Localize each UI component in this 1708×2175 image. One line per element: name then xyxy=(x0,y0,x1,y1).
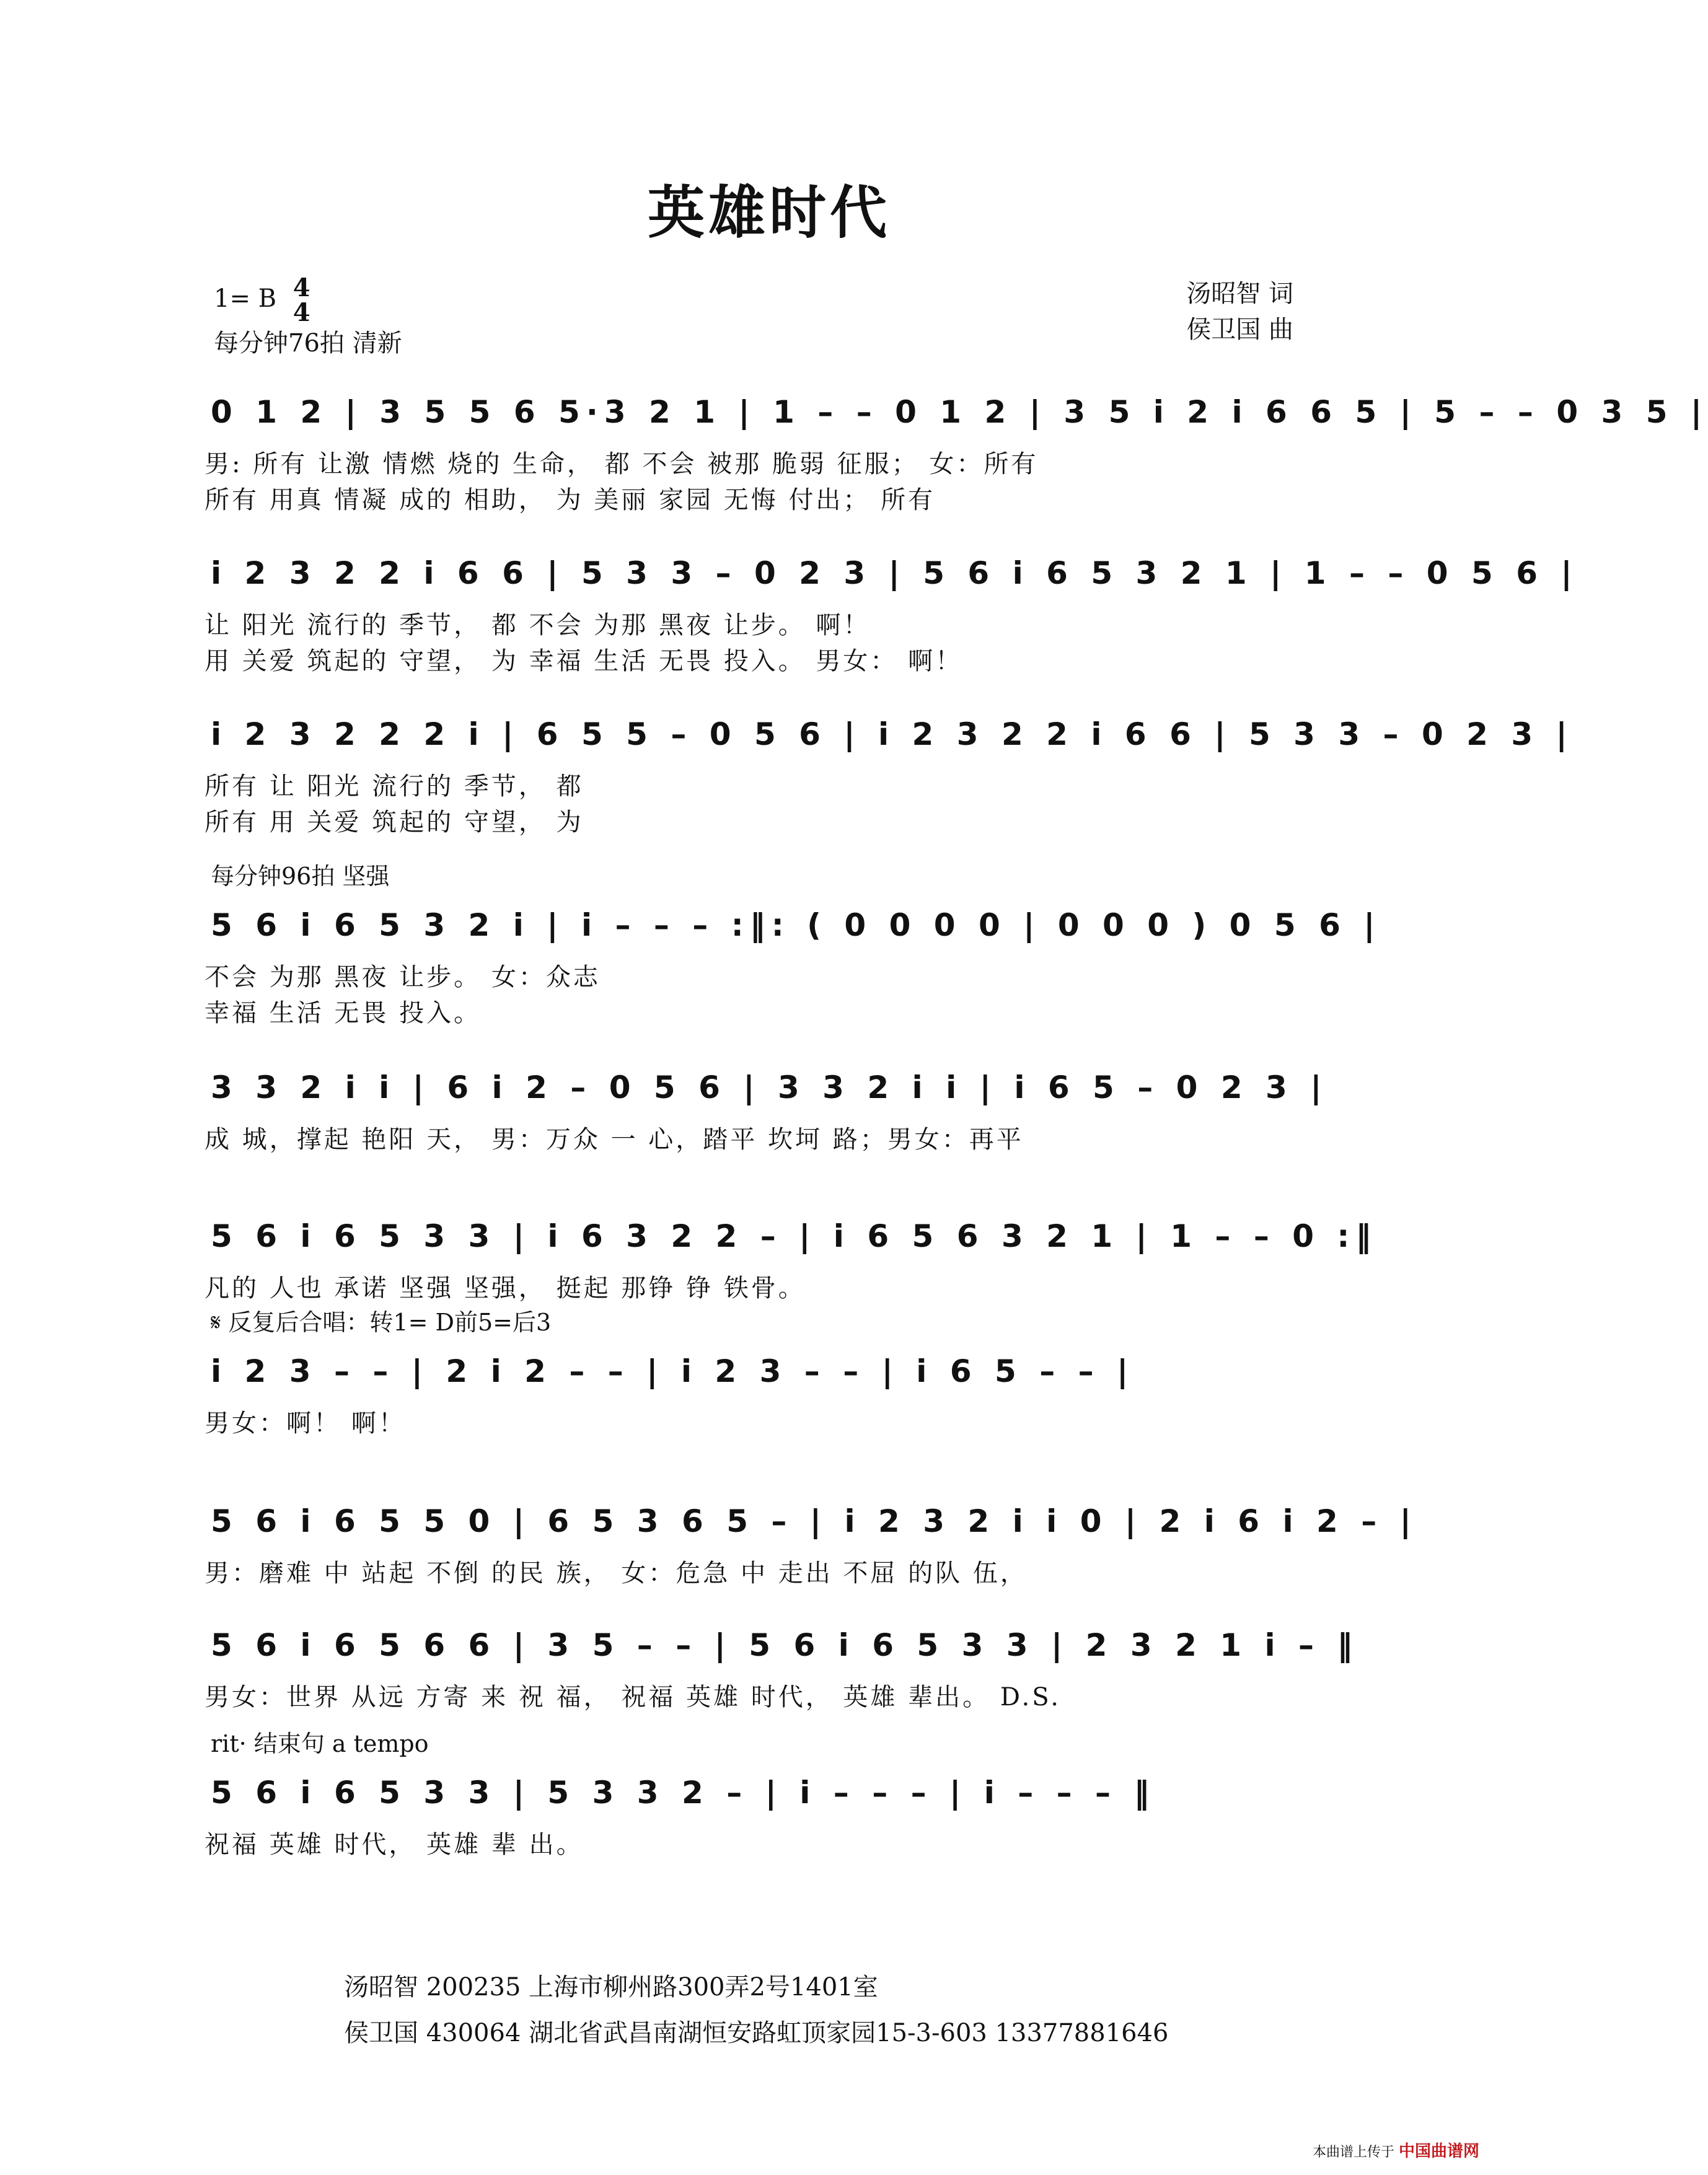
time-signature-bottom: 4 xyxy=(293,298,310,327)
score-system-3 xyxy=(205,700,1574,840)
score-system-6 xyxy=(205,1202,1378,1306)
score-meta-left xyxy=(214,273,402,361)
notation-line xyxy=(205,1337,1317,1405)
notation-line xyxy=(205,700,1574,768)
song-title: 英雄时代 xyxy=(647,180,891,246)
score-system-1 xyxy=(205,378,1708,518)
tempo-marking: 每分钟76拍 清新 xyxy=(214,329,402,358)
notation-line xyxy=(205,1759,1317,1827)
lyric-verse-2: 用 关爱 筑起的 守望， 为 幸福 生活 无畏 投入。 男女： 啊！ xyxy=(205,647,963,675)
time-signature-top: 4 xyxy=(293,273,310,302)
lyric-verse-1: 让 阳光 流行的 季节， 都 不会 为那 黑夜 让步。 啊！ xyxy=(205,611,871,639)
notation-text: 0 1 2 | 3 5 5 6 5·3 2 1 | 1 – – 0 1 2 | 3 5 i 2 i 6 6 5 | 5 – – 0 3 5 | xyxy=(211,394,1708,430)
score-meta-right xyxy=(1186,276,1293,348)
notation-text: 5 6 i 6 5 5 0 | 6 5 3 6 5 – | i 2 3 2 i i 0 | 2 i 6 i 2 – | xyxy=(211,1503,1417,1539)
notation-text: 5 6 i 6 5 3 2 i | i – – – :‖: ( 0 0 0 0 | 0 0 0 ) 0 5 6 | xyxy=(211,907,1381,943)
lyricist-credit: 汤昭智 词 xyxy=(1186,279,1293,308)
contact-footer xyxy=(344,1964,1169,2056)
lyric-verse-2: 所有 用真 情凝 成的 相助， 为 美丽 家园 无悔 付出； 所有 xyxy=(205,486,936,514)
lyricist-contact: 汤昭智 200235 上海市柳州路300弄2号1401室 xyxy=(344,1973,878,2001)
lyric-verse-1: 男: 所有 让激 情燃 烧的 生命， 都 不会 被那 脆弱 征服； 女：所有 xyxy=(205,450,1039,478)
notation-line xyxy=(205,1053,1328,1122)
lyric-verse-1: 所有 让 阳光 流行的 季节， 都 xyxy=(205,772,584,801)
notation-line xyxy=(205,1202,1378,1270)
upload-credit xyxy=(1313,2138,1479,2161)
tempo-change-marking: 每分钟96拍 坚强 xyxy=(211,863,390,890)
lyric-line: 凡的 人也 承诺 坚强 坚强， 挺起 那铮 铮 铁骨。 xyxy=(205,1274,806,1303)
repeat-instruction: 𝄋 反复后合唱：转1= D前5=后3 xyxy=(211,1309,552,1336)
composer-contact: 侯卫国 430064 湖北省武昌南湖恒安路虹顶家园15-3-603 13377881646 xyxy=(344,2019,1169,2047)
lyric-line: 男女：啊！ 啊！ xyxy=(205,1409,406,1438)
time-signature xyxy=(293,273,310,327)
notation-text: 5 6 i 6 5 6 6 | 3 5 – – | 5 6 i 6 5 3 3 | 2 3 2 1 i – ‖ xyxy=(211,1627,1359,1663)
credit-text: 本曲谱上传于 xyxy=(1312,2145,1394,2160)
score-system-9 xyxy=(205,1611,1359,1715)
score-system-10 xyxy=(205,1729,1317,1863)
score-system-4 xyxy=(205,861,1381,1031)
lyric-line: 祝福 英雄 时代， 英雄 辈 出。 xyxy=(205,1830,584,1859)
notation-line xyxy=(205,891,1381,959)
score-system-2 xyxy=(205,539,1578,679)
site-logo[interactable]: 中国曲谱网 xyxy=(1398,2142,1479,2161)
notation-text: 5 6 i 6 5 3 3 | i 6 3 2 2 – | i 6 5 6 3 2 1 | 1 – – 0 :‖ xyxy=(211,1218,1378,1254)
lyric-verse-2: 所有 用 关爱 筑起的 守望， 为 xyxy=(205,808,584,837)
notation-line xyxy=(205,1611,1359,1679)
notation-line xyxy=(205,378,1708,446)
score-system-5 xyxy=(205,1053,1328,1158)
ending-marking: rit· 结束句 a tempo xyxy=(211,1730,429,1757)
score-system-8 xyxy=(205,1487,1417,1591)
score-system-7 xyxy=(205,1307,1317,1441)
notation-text: 5 6 i 6 5 3 3 | 5 3 3 2 – | i – – – | i – – – ‖ xyxy=(211,1775,1156,1811)
notation-line xyxy=(205,539,1578,607)
composer-credit: 侯卫国 曲 xyxy=(1186,315,1293,344)
notation-text: i 2 3 – – | 2 i 2 – – | i 2 3 – – | i 6 5 – – | xyxy=(211,1353,1135,1389)
notation-text: i 2 3 2 2 2 i | 6 5 5 – 0 5 6 | i 2 3 2 2 i 6 6 | 5 3 3 – 0 2 3 | xyxy=(211,716,1574,752)
notation-text: 3 3 2 i i | 6 i 2 – 0 5 6 | 3 3 2 i i | i 6 5 – 0 2 3 | xyxy=(211,1070,1328,1105)
notation-line xyxy=(205,1487,1417,1555)
lyric-line: 成 城，撑起 艳阳 天， 男：万众 一 心，踏平 坎坷 路；男女：再平 xyxy=(205,1125,1024,1154)
notation-text: i 2 3 2 2 i 6 6 | 5 3 3 – 0 2 3 | 5 6 i 6 5 3 2 1 | 1 – – 0 5 6 | xyxy=(211,555,1578,591)
lyric-verse-2: 幸福 生活 无畏 投入。 xyxy=(205,999,482,1027)
key-signature xyxy=(214,273,402,327)
lyric-verse-1: 不会 为那 黑夜 让步。 女：众志 xyxy=(205,963,601,991)
lyric-line: 男女：世界 从远 方寄 来 祝 福， 祝福 英雄 时代， 英雄 辈出。 D.S. xyxy=(205,1683,1061,1711)
key-text: 1= B xyxy=(214,284,277,313)
lyric-line: 男：磨难 中 站起 不倒 的民 族， 女：危急 中 走出 不屈 的队 伍， xyxy=(205,1559,1028,1588)
